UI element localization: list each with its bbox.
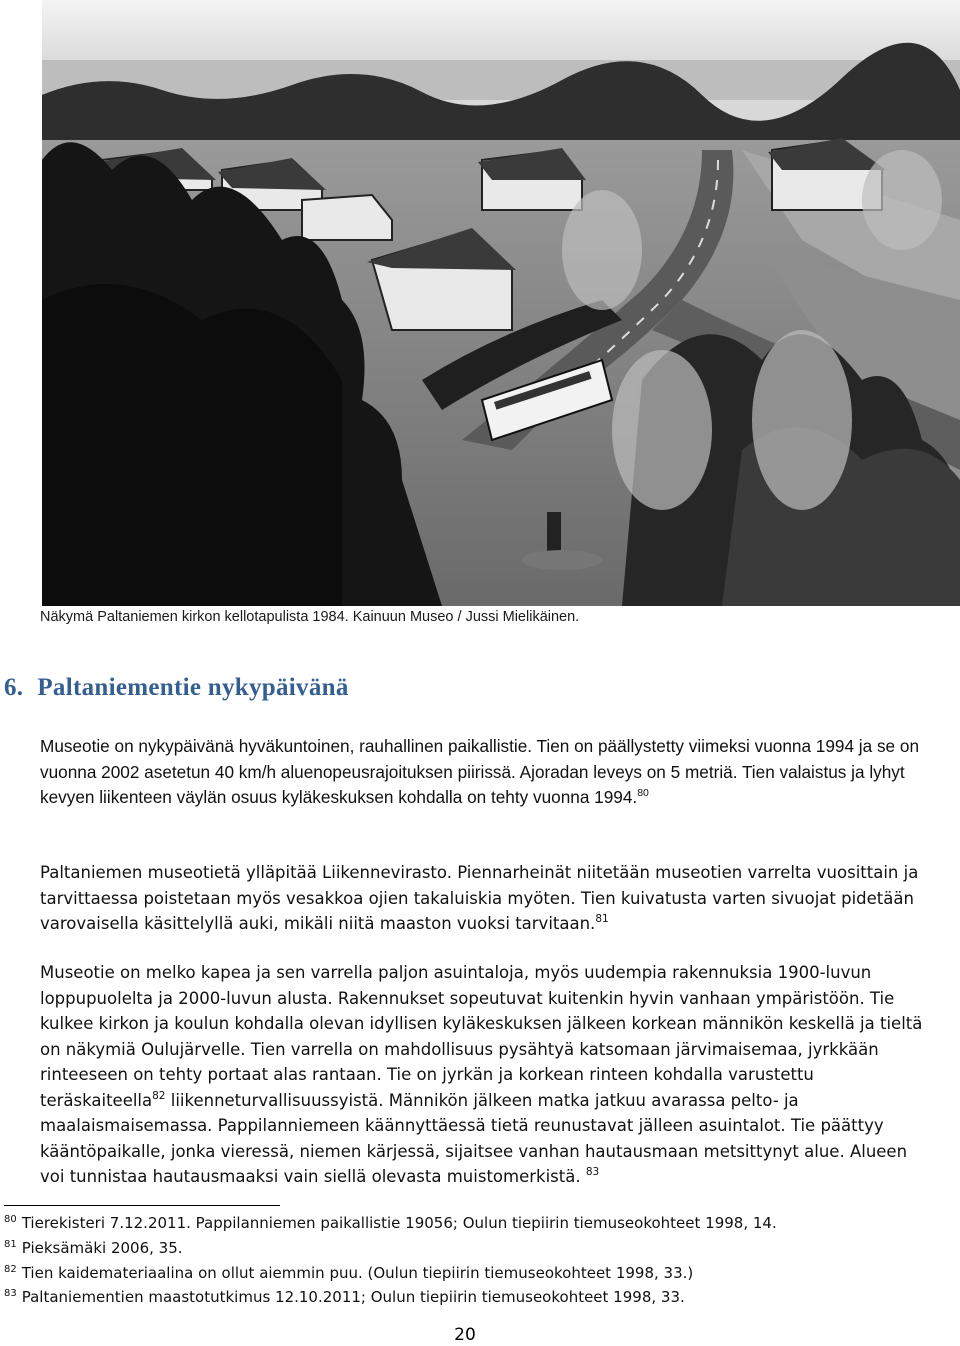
footnote-81 [4, 1239, 183, 1257]
paragraph-3-text-a: Museotie on melko kapea ja sen varrella paljon asuintaloja, myös uudempia rakennuksia 1900-luvun loppupuolelta ja 2000-luvun alusta. Rakennukset sopeutuvat kuitenkin hyvin vanhaan ympäristöön. Tie kulkee kirkon ja koulun kohdalla olevan idyllisen kyläkeskuksen jälkeen korkean männikön keskellä ja tieltä on näkymiä Oulujärvelle. Tien varrella on mahdollisuus pysähtyä katsomaan järvimaisemaa, jyrkkään rinteeseen on tehty portaat alas rantaan. Tie on jyrkän ja korkean rinteen kohdalla varustettu teräskaiteella [40, 963, 923, 1110]
footnote-number: 80 [4, 1214, 17, 1225]
section-heading [4, 674, 349, 702]
footnote-80 [4, 1214, 777, 1232]
section-number: 6. [4, 674, 24, 701]
footnote-text: Paltaniementien maastotutkimus 12.10.2011; Oulun tiepiirin tiemuseokohteet 1998, 33. [21, 1288, 685, 1306]
footnote-number: 82 [4, 1264, 17, 1275]
footnote-separator [4, 1205, 280, 1206]
footnote-83 [4, 1288, 685, 1306]
page-number: 20 [454, 1325, 476, 1345]
village-photo [42, 0, 960, 606]
photo-caption: Näkymä Paltaniemen kirkon kellotapulista 1984. Kainuun Museo / Jussi Mielikäinen. [40, 609, 580, 625]
footnote-ref-81[interactable]: 81 [595, 913, 609, 925]
footnote-text: Tien kaidemateriaalina on ollut aiemmin puu. (Oulun tiepiirin tiemuseokohteet 1998, 33.) [21, 1264, 694, 1282]
paragraph-3-text-b: liikenneturvallisuussyistä. Männikön jälkeen matka jatkuu avarassa pelto- ja maalaismaisemassa. Pappilanniemeen käännyttäessä tietä reunustavat jälleen asuintalot. Tie päättyy kääntöpaikalle, jonka vieressä, niemen kärjessä, sijaitsee vanhan hautausmaan metsittynyt alue. Alueen voi tunnistaa hautausmaaksi vain siellä olevasta muistomerkistä. [40, 1090, 908, 1186]
paragraph-2-text: Paltaniemen museotietä ylläpitää Liikennevirasto. Piennarheinät niitetään museotien varrelta vuosittain ja tarvittaessa poistetaan myös vesakkoa ojien takaluiskia myöten. Tien kuivatusta varten sivuojat pidetään varovaisella käsittelyllä auki, mikäli niitä maaston vuoksi tarvitaan. [40, 863, 919, 933]
paragraph-1 [40, 734, 930, 811]
footnote-text: Tierekisteri 7.12.2011. Pappilanniemen paikallistie 19056; Oulun tiepiirin tiemuseokohteet 1998, 14. [21, 1214, 777, 1232]
footnote-number: 81 [4, 1239, 17, 1250]
footnote-text: Pieksämäki 2006, 35. [21, 1239, 183, 1257]
section-title: Paltaniementie nykypäivänä [37, 674, 349, 701]
footnote-ref-82[interactable]: 82 [152, 1089, 166, 1102]
paragraph-3 [40, 960, 930, 1190]
footnote-number: 83 [4, 1288, 17, 1299]
footnote-ref-80[interactable]: 80 [637, 787, 649, 799]
village-photo-illustration [42, 0, 960, 606]
footnote-ref-83[interactable]: 83 [585, 1166, 600, 1178]
footnote-82 [4, 1264, 693, 1282]
paragraph-1-text: Museotie on nykypäivänä hyväkuntoinen, rauhallinen paikallistie. Tien on päällystetty viimeksi vuonna 1994 ja se on vuonna 2002 asetetun 40 km/h aluenopeusrajoituksen piirissä. Ajoradan leveys on 5 metriä. Tien valaistus ja lyhyt kevyen liikenteen väylän osuus kyläkeskuksen kohdalla on tehty vuonna 1994. [40, 736, 920, 807]
paragraph-2 [40, 860, 930, 937]
